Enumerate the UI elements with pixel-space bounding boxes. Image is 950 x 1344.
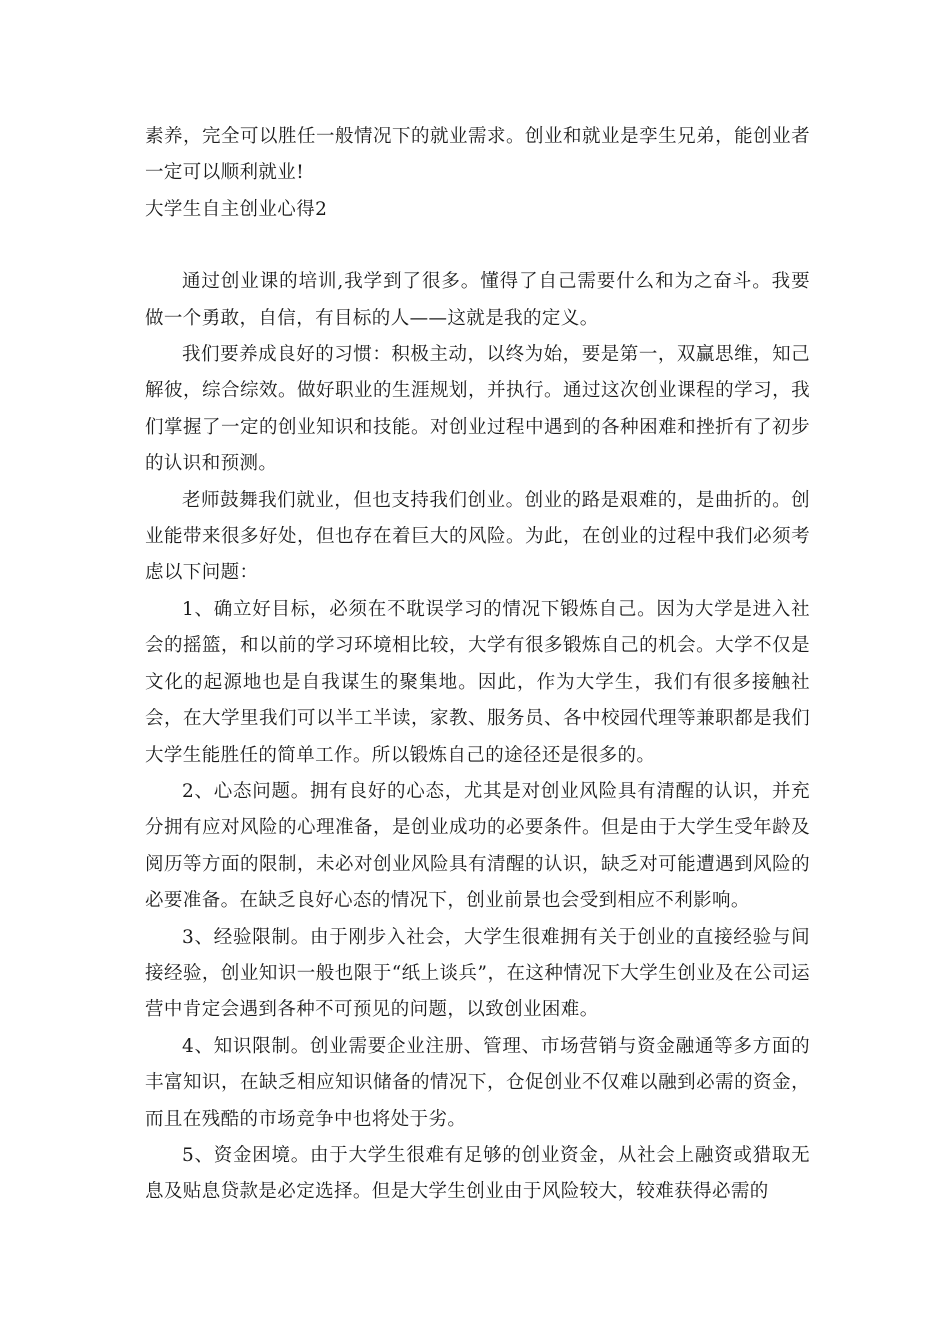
paragraph-point-5-funding: 5、资金困境。由于大学生很难有足够的创业资金，从社会上融资或猎取无息及贴息贷款是必定选择。但是大学生创业由于风险较大，较难获得必需的: [145, 1144, 810, 1203]
section-title: 大学生自主创业心得2: [145, 198, 328, 220]
blank-line: [145, 228, 810, 264]
paragraph-point-4-knowledge: 4、知识限制。创业需要企业注册、管理、市场营销与资金融通等多方面的丰富知识，在缺乏相应知识储备的情况下，仓促创业不仅难以融到必需的资金，而且在残酷的市场竞争中也将处于劣。: [145, 1035, 810, 1130]
intro-continuation-paragraph: 素养，完全可以胜任一般情况下的就业需求。创业和就业是孪生兄弟，能创业者一定可以顺利就业!: [145, 126, 810, 184]
paragraph-teacher: 老师鼓舞我们就业，但也支持我们创业。创业的路是艰难的，是曲折的。创业能带来很多好处，但也存在着巨大的风险。为此，在创业的过程中我们必须考虑以下问题：: [145, 489, 810, 584]
document-page: [145, 119, 810, 1211]
paragraph-point-2-mindset: 2、心态问题。拥有良好的心态，尤其是对创业风险具有清醒的认识，并充分拥有应对风险的心理准备，是创业成功的必要条件。但是由于大学生受年龄及阅历等方面的限制，未必对创业风险具有清醒的认识，缺乏对可能遭遇到风险的必要准备。在缺乏良好心态的情况下，创业前景也会受到相应不利影响。: [145, 780, 810, 912]
paragraph-habits: 我们要养成良好的习惯：积极主动，以终为始，要是第一，双赢思维，知己解彼，综合综效。做好职业的生涯规划，并执行。通过这次创业课程的学习，我们掌握了一定的创业知识和技能。对创业过程中遇到的各种困难和挫折有了初步的认识和预测。: [145, 344, 810, 475]
paragraph-training: 通过创业课的培训,我学到了很多。懂得了自己需要什么和为之奋斗。我要做一个勇敢，自信，有目标的人——这就是我的定义。: [145, 271, 810, 329]
paragraph-point-3-experience: 3、经验限制。由于刚步入社会，大学生很难拥有关于创业的直接经验与间接经验，创业知识一般也限于“纸上谈兵”，在这种情况下大学生创业及在公司运营中肯定会遇到各种不可预见的问题，以致创业困难。: [145, 926, 810, 1021]
paragraph-point-1-goals: 1、确立好目标，必须在不耽误学习的情况下锻炼自己。因为大学是进入社会的摇篮，和以前的学习环境相比较，大学有很多锻炼自己的机会。大学不仅是文化的起源地也是自我谋生的聚集地。因此，作为大学生，我们有很多接触社会，在大学里我们可以半工半读，家教、服务员、各中校园代理等兼职都是我们大学生能胜任的简单工作。所以锻炼自己的途径还是很多的。: [145, 598, 810, 766]
